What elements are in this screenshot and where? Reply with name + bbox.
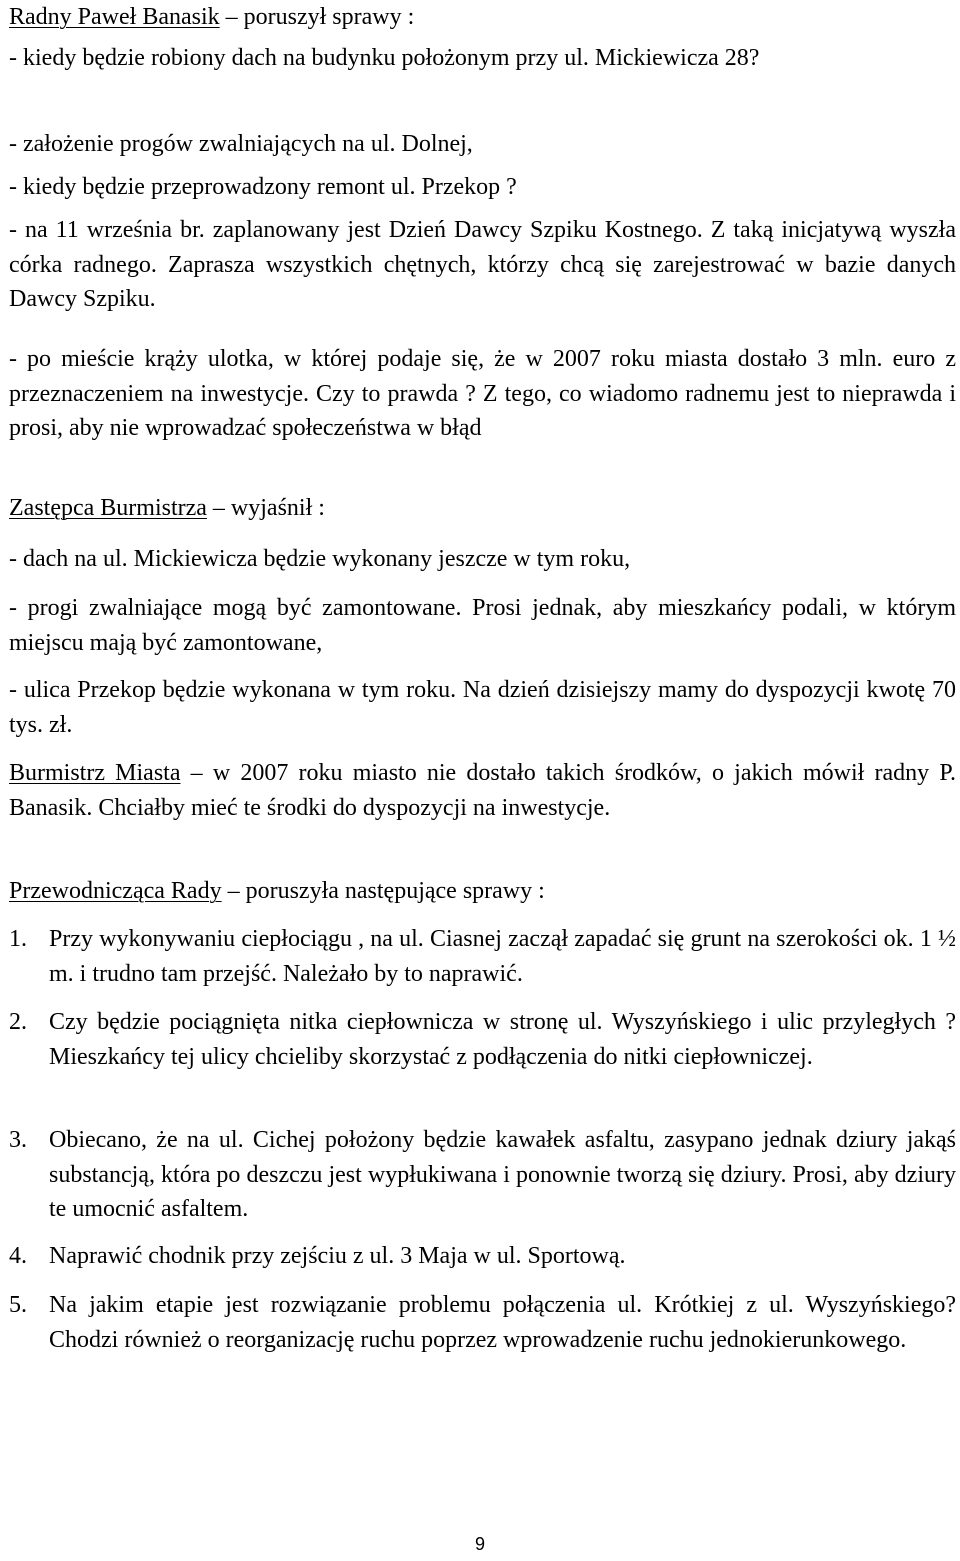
numbered-item (9, 922, 956, 991)
numbered-item (9, 1005, 956, 1074)
speaker-intro: – poruszyła następujące sprawy : (221, 878, 545, 904)
speaker-paragraph (9, 756, 956, 825)
speaker-name: Burmistrz Miasta (9, 760, 181, 786)
speaker-heading (9, 0, 956, 35)
paragraph: - założenie progów zwalniających na ul. Dolnej, (9, 131, 473, 157)
speaker-intro: – poruszył sprawy : (219, 4, 415, 30)
speaker-name: Radny Paweł Banasik (9, 4, 220, 30)
paragraph-text: – w 2007 roku miasto nie dostało takich środków, o jakich mówił radny P. Banasik. Chciałby mieć te środki do dyspozycji na inwestycje. (9, 760, 957, 821)
numbered-item (9, 1123, 956, 1227)
speaker-name: Zastępca Burmistrza (9, 495, 207, 521)
item-text: Na jakim etapie jest rozwiązanie problemu połączenia ul. Krótkiej z ul. Wyszyńskiego? Chodzi również o reorganizację ruchu poprzez wprowadzenie ruchu jednokierunkowego. (49, 1292, 956, 1353)
paragraph: - na 11 września br. zaplanowany jest Dzień Dawcy Szpiku Kostnego. Z taką inicjatywą wyszła córka radnego. Zaprasza wszystkich chętnych, którzy chcą się zarejestrować w bazie danych Dawcy Szpiku. (9, 217, 956, 312)
item-number: 5. (9, 1292, 27, 1318)
paragraph: - po mieście krąży ulotka, w której podaje się, że w 2007 roku miasta dostało 3 mln. euro z przeznaczeniem na inwestycje. Czy to prawda ? Z tego, co wiadomo radnemu jest to nieprawda i prosi, aby nie wprowadzać społeczeństwa w błąd (9, 346, 956, 441)
item-text: Naprawić chodnik przy zejściu z ul. 3 Maja w ul. Sportową. (49, 1243, 626, 1269)
speaker-heading (9, 874, 956, 909)
paragraph: - kiedy będzie robiony dach na budynku położonym przy ul. Mickiewicza 28? (9, 45, 760, 71)
item-number: 2. (9, 1009, 27, 1035)
paragraph: - progi zwalniające mogą być zamontowane. Prosi jednak, aby mieszkańcy podali, w którym miejscu mają być zamontowane, (9, 595, 956, 656)
item-number: 4. (9, 1243, 27, 1269)
speaker-heading (9, 491, 956, 526)
numbered-item (9, 1239, 956, 1274)
paragraph: - dach na ul. Mickiewicza będzie wykonany jeszcze w tym roku, (9, 546, 631, 572)
item-text: Przy wykonywaniu ciepłociągu , na ul. Ciasnej zaczął zapadać się grunt na szerokości ok. 1 ½ m. i trudno tam przejść. Należało by to naprawić. (49, 926, 956, 987)
item-number: 3. (9, 1127, 27, 1153)
numbered-item (9, 1288, 956, 1357)
item-text: Obiecano, że na ul. Cichej położony będzie kawałek asfaltu, zasypano jednak dziury jakąś substancją, która po deszczu jest wypłukiwana i ponownie tworzą się dziury. Prosi, aby dziury te umocnić asfaltem. (49, 1127, 956, 1222)
paragraph: - kiedy będzie przeprowadzony remont ul. Przekop ? (9, 174, 517, 200)
item-number: 1. (9, 926, 27, 952)
speaker-intro: – wyjaśnił : (206, 495, 325, 521)
item-text: Czy będzie pociągnięta nitka ciepłownicza w stronę ul. Wyszyńskiego i ulic przyległych ? Mieszkańcy tej ulicy chcieliby skorzystać z podłączenia do nitki ciepłowniczej. (49, 1009, 956, 1070)
page-number: 9 (474, 1534, 485, 1554)
paragraph: - ulica Przekop będzie wykonana w tym roku. Na dzień dzisiejszy mamy do dyspozycji kwotę 70 tys. zł. (9, 677, 956, 738)
speaker-name: Przewodnicząca Rady (9, 878, 222, 904)
